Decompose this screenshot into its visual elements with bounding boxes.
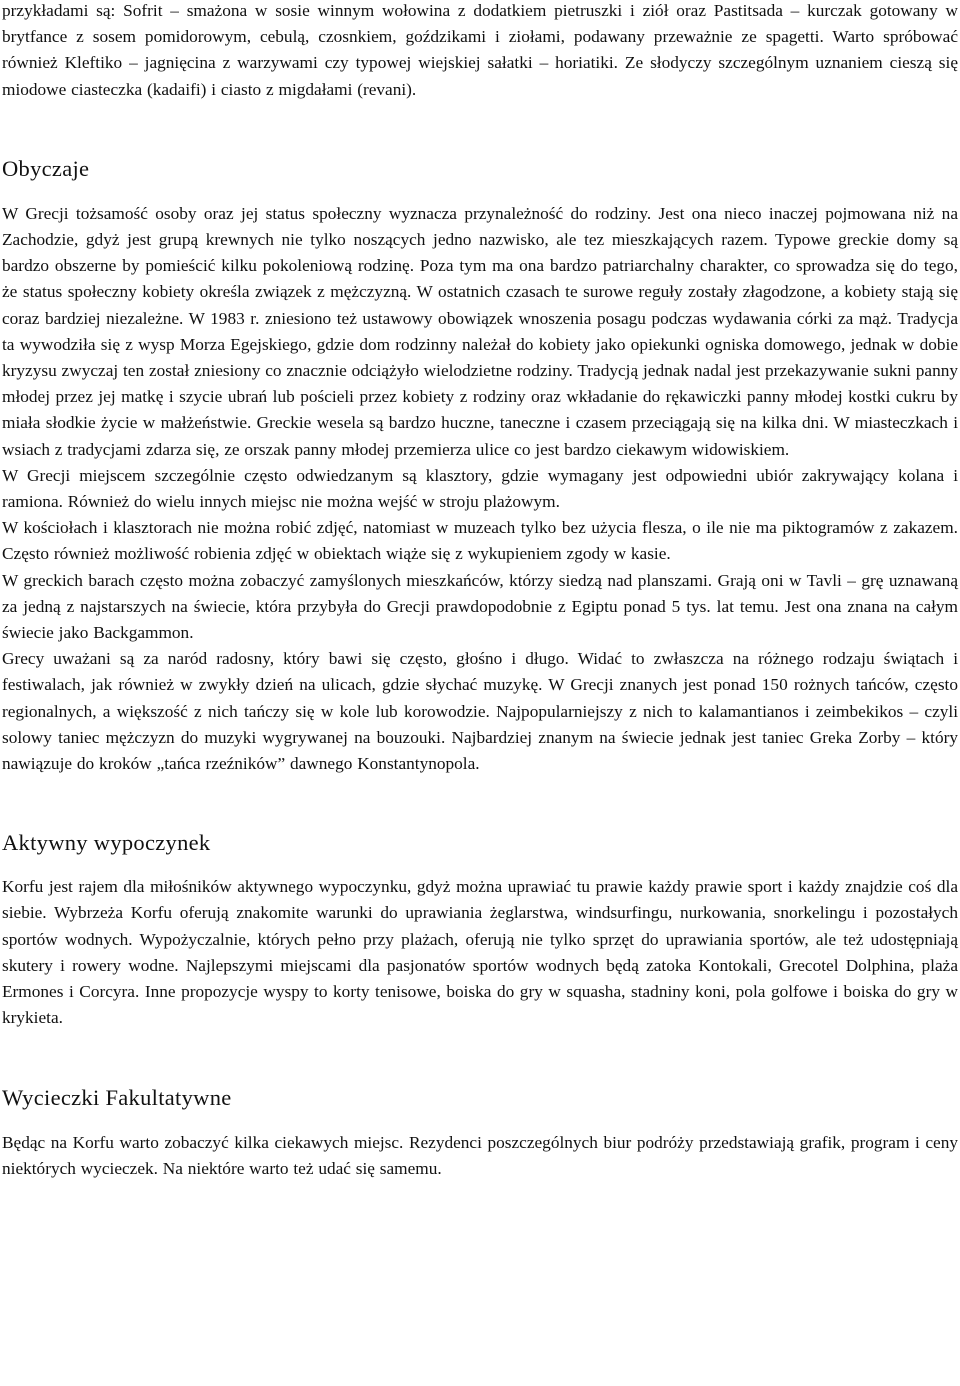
section-heading-wycieczki-fakultatywne: Wycieczki Fakultatywne: [2, 1084, 232, 1110]
paragraph-monasteries-dress: W Grecji miejscem szczególnie często odwiedzanym są klasztory, gdzie wymagany jest odpowiedni ubiór zakrywający kolana i ramiona. Również do wielu innych miejsc nie można wejść w stroju plażowym.: [2, 465, 958, 512]
paragraph-excursions: Będąc na Korfu warto zobaczyć kilka ciekawych miejsc. Rezydenci poszczególnych biur podróży przedstawiają grafik, program i ceny niektórych wycieczek. Na niektóre warto też udać się samemu.: [2, 1132, 958, 1178]
section-obyczaje: [2, 155, 958, 777]
paragraph-photography-rules: W kościołach i klasztorach nie można robić zdjęć, natomiast w muzeach tylko bez użycia flesza, o ile nie ma piktogramów z zakazem. Często również możliwość robienia zdjęć w obiektach wiąże się z wykupieniem zgody w kasie.: [2, 518, 958, 564]
section-heading-aktywny-wypoczynek: Aktywny wypoczynek: [2, 830, 211, 856]
paragraph-family-status: W Grecji tożsamość osoby oraz jej status społeczny wyznacza przynależność do rodziny. Jest ona nieco inaczej pojmowana niż na Zachodzie, gdyż jest grupą krewnych nie tylko noszących jedno nazwisko, ale tez mieszkających razem. Typowe greckie domy są bardzo obszerne by pomieścić kilku pokoleniową rodzinę. Poza tym ma ona bardzo patriarchalny charakter, co sprowadza się do tego, że status społeczny kobiety określa związek z mężczyzną. W ostatnich czasach te surowe reguły zostały złagodzone, a kobiety stają się coraz bardziej niezależne. W 1983 r. zniesiono też ustawowy obowiązek wnoszenia posagu podczas wydawania córki za mąż. Tradycja ta wywodziła się z wysp Morza Egejskiego, gdzie dom rodzinny należał do kobiety jako opiekunki ogniska domowego, jednak w dobie kryzysu zwyczaj ten został zniesiony co znacznie odciążyło wielodzietne rodziny. Tradycją jednak nadal jest przekazywanie sukni panny młodej przez jej matkę i szycie ubrań lub pościeli przez kobiety z rodziny oraz wkładanie do rękawiczki panny młodej kostki cukru by miała słodkie życie w małżeństwie. Greckie wesela są bardzo huczne, taneczne i czasem przeciągają się na kilka dni. W miasteczkach i wsiach z tradycjami zdarza się, ze orszak panny młodej przemierza ulice co jest bardzo ciekawym widowiskiem.: [2, 203, 958, 459]
section-heading-obyczaje: Obyczaje: [2, 155, 90, 181]
section-aktywny-wypoczynek: [2, 829, 958, 1031]
section-wycieczki-fakultatywne: [2, 1084, 958, 1182]
intro-paragraph: przykładami są: Sofrit – smażona w sosie winnym wołowina z dodatkiem pietruszki i ziół oraz Pastitsada – kurczak gotowany w brytfance z sosem pomidorowym, cebulą, czosnkiem, goździkami i ziołami, podawany przeważnie ze spagetti. Warto spróbować również Kleftiko – jagnięcina z warzywami czy typowej wiejskiej sałatki – horiatiki. Ze słodyczy szczególnym uznaniem cieszą się miodowe ciasteczka (kadaifi) i ciasto z migdałami (revani).: [2, 1, 958, 99]
paragraph-active-leisure: Korfu jest rajem dla miłośników aktywnego wypoczynku, gdyż można uprawiać tu prawie każdy prawie sport i każdy znajdzie coś dla siebie. Wybrzeża Korfu oferują znakomite warunki do uprawiania żeglarstwa, windsurfingu, nurkowania, snorkelingu i pozostałych sportów wodnych. Wypożyczalnie, których pełno przy plażach, oferują nie tylko sprzęt do uprawiania sportów, ale też udostępniają skutery i rowery wodne. Najlepszymi miejscami dla pasjonatów sportów wodnych będą zatoka Kontokali, Grecotel Dolphina, plaża Ermones i Corcyra. Inne propozycje wyspy to korty tenisowe, boiska do gry w squasha, stadniny koni, pola golfowe i boiska do gry w krykieta.: [2, 877, 958, 1028]
paragraph-dances: Grecy uważani są za naród radosny, który bawi się często, głośno i długo. Widać to zwłaszcza na różnego rodzaju świątach i festiwalach, jak również w zwykły dzień na ulicach, gdzie słychać muzykę. W Grecji znanych jest ponad 150 rożnych tańców, często regionalnych, a większość z nich tańczy się w kole lub korowodzie. Najpopularniejszy z nich to kalamantianos i zeimbekikos – czyli solowy taniec mężczyzn do muzyki wygrywanej na bouzouki. Najbardziej znanym na świecie jednak jest taniec Greka Zorby – który nawiązuje do kroków „tańca rzeźników” dawnego Konstantynopola.: [2, 649, 958, 774]
paragraph-tavli: W greckich barach często można zobaczyć zamyślonych mieszkańców, którzy siedzą nad planszami. Grają oni w Tavli – grę uznawaną za jedną z najstarszych na świecie, która przybyła do Grecji prawdopodobnie z Egiptu ponad 5 tys. lat temu. Jest ona znana na całym świecie jako Backgammon.: [2, 570, 958, 643]
